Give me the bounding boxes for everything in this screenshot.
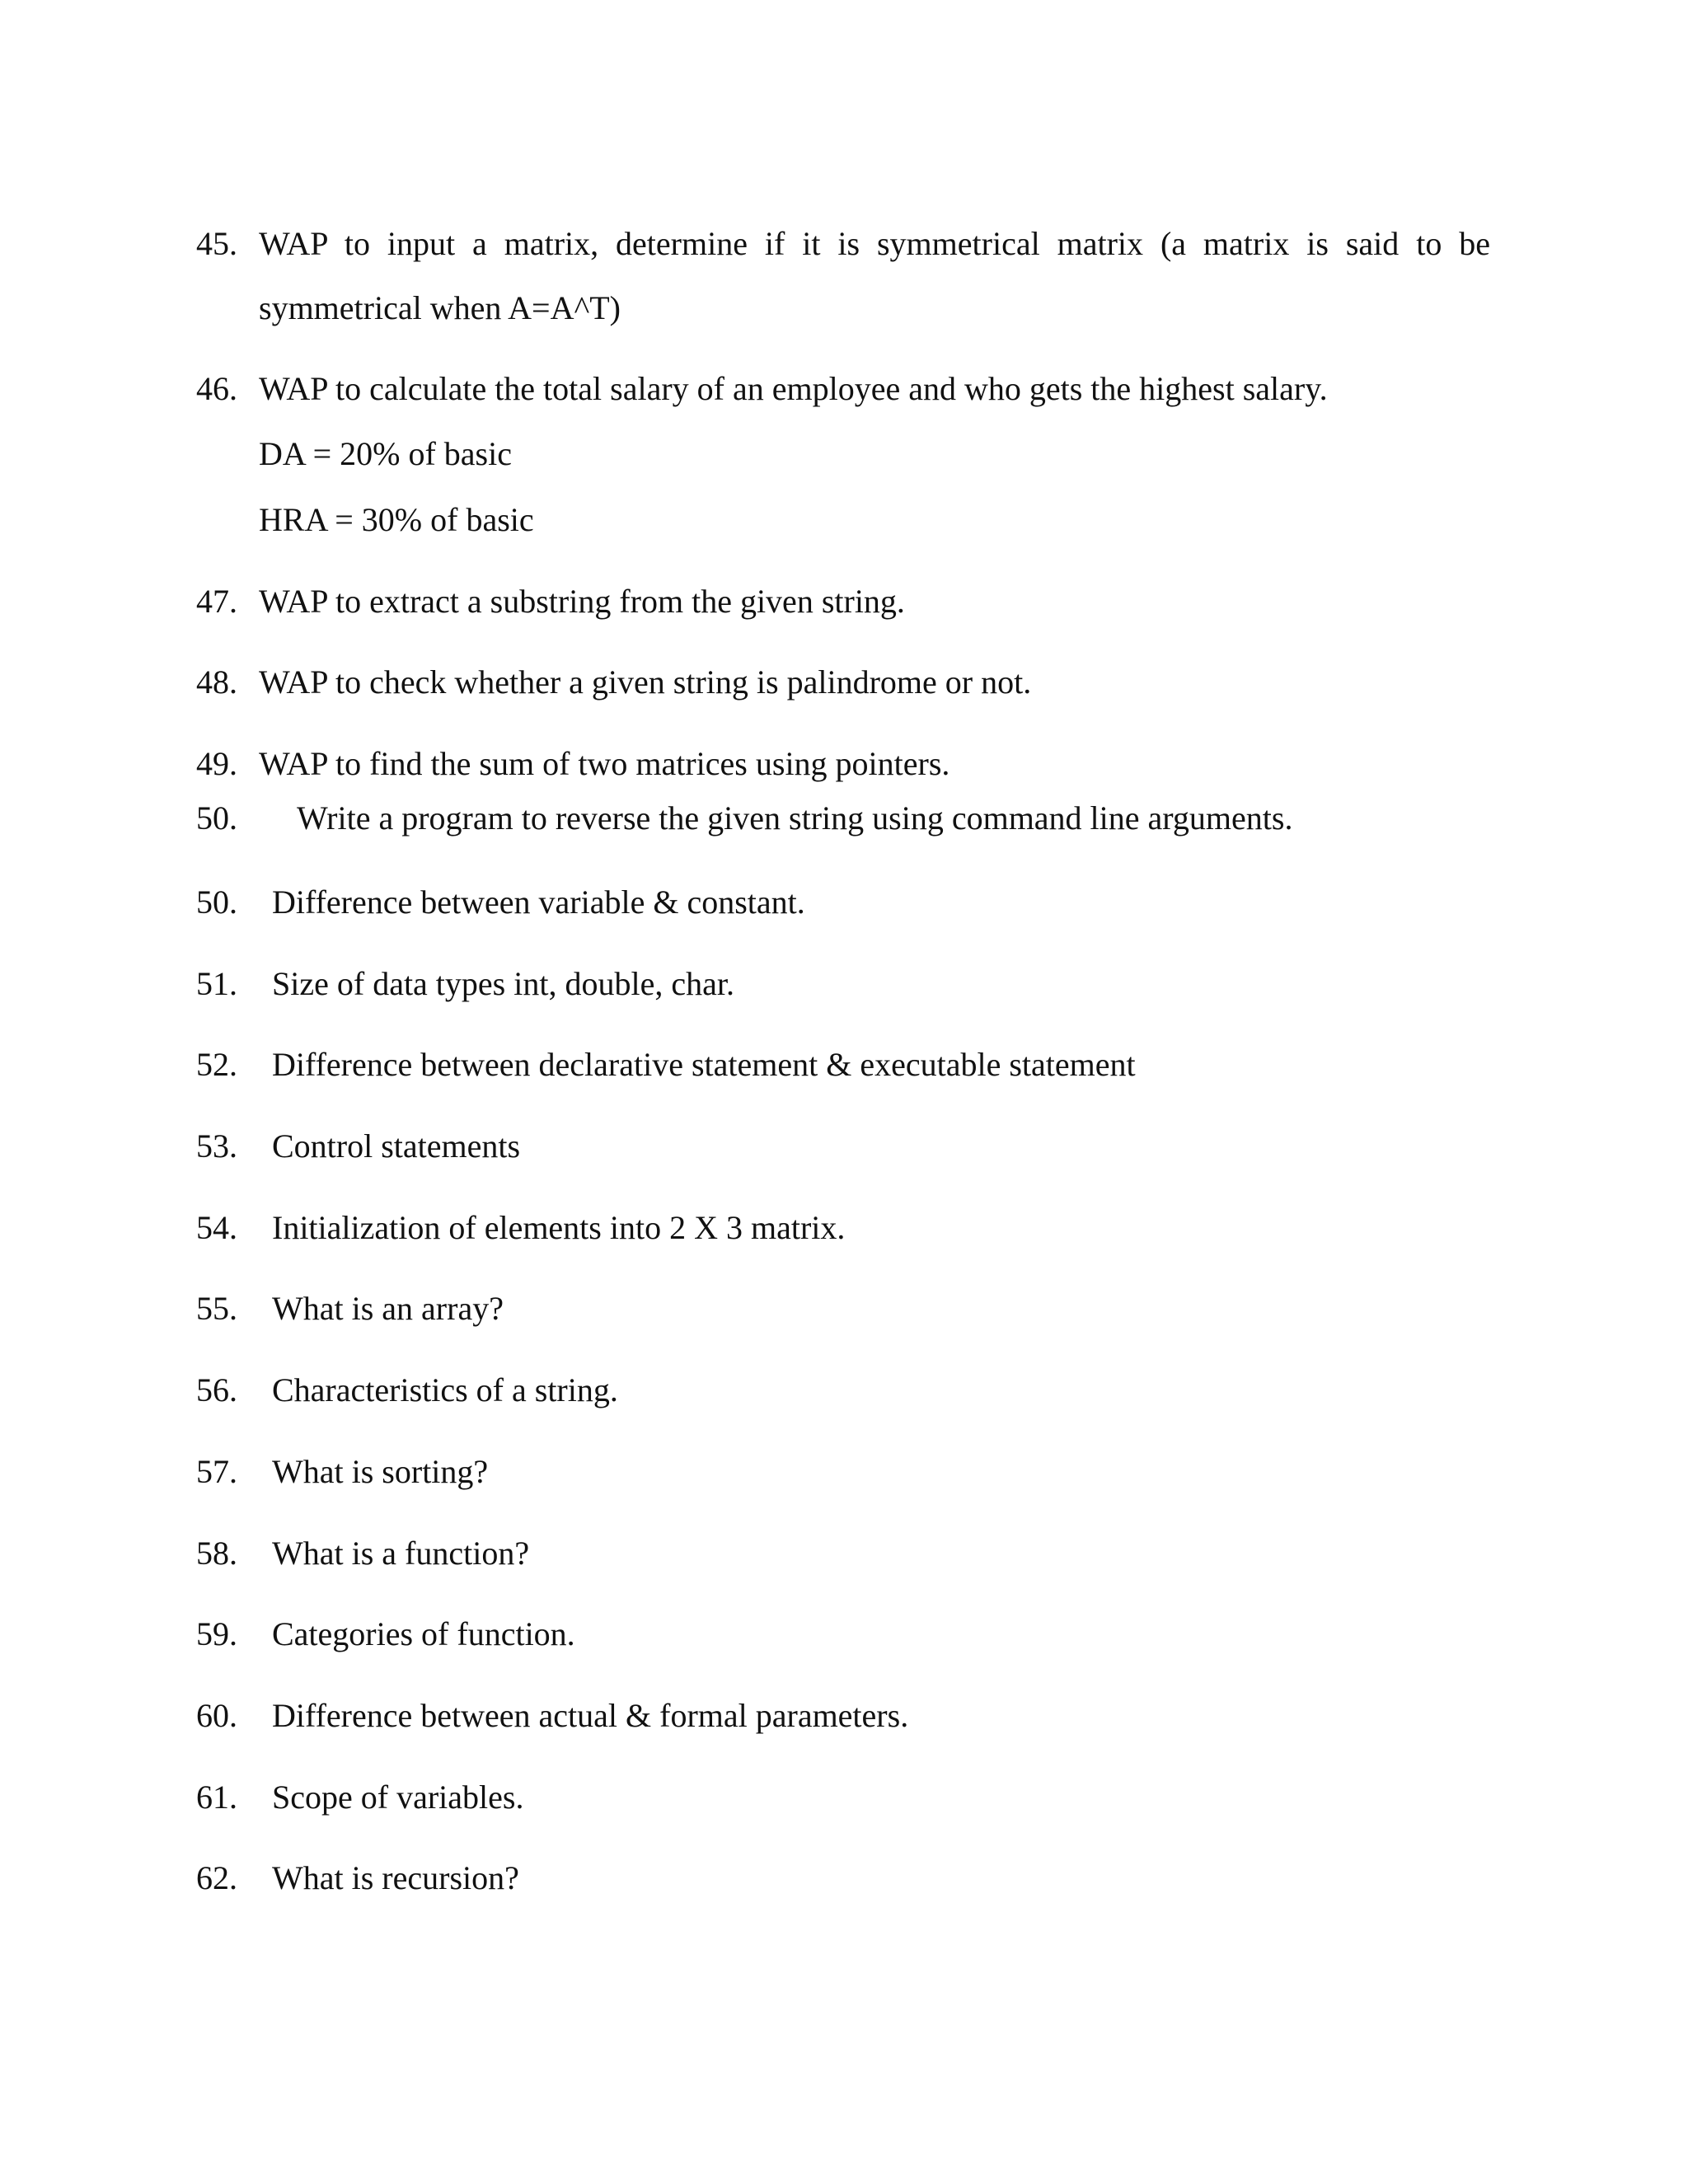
question-text: Difference between variable & constant. (272, 883, 805, 921)
question-text: WAP to input a matrix, determine if it is symmetrical matrix (a matrix is said to be (259, 225, 1490, 262)
question-number: 58. (196, 1535, 237, 1572)
question-text: Scope of variables. (272, 1779, 524, 1816)
question-text: Difference between declarative statement & executable statement (272, 1046, 1136, 1083)
question-continuation (259, 288, 621, 328)
question-text: What is recursion? (272, 1859, 519, 1896)
question-number: 62. (196, 1859, 237, 1896)
question-text: What is a function? (272, 1535, 530, 1572)
question-text: WAP to calculate the total salary of an employee and who gets the highest salary. (259, 370, 1328, 407)
question-subline (259, 500, 534, 540)
question-number: 50. (196, 883, 237, 921)
question-text: Initialization of elements into 2 X 3 matrix. (272, 1209, 846, 1246)
question-text: Size of data types int, double, char. (272, 965, 734, 1002)
question-number: 55. (196, 1290, 237, 1327)
question-number: 52. (196, 1046, 237, 1083)
question-text: Categories of function. (272, 1615, 575, 1652)
question-text: Write a program to reverse the given string using command line arguments. (297, 799, 1293, 837)
question-text: Control statements (272, 1127, 521, 1165)
question-text: Characteristics of a string. (272, 1371, 618, 1408)
question-text: WAP to extract a substring from the given string. (259, 583, 905, 620)
question-number: 61. (196, 1779, 237, 1816)
question-subline (259, 434, 512, 474)
question-text-continued: symmetrical when A=A^T) (259, 289, 621, 326)
question-number: 46. (196, 370, 237, 407)
question-number: 60. (196, 1697, 237, 1734)
question-number: 59. (196, 1615, 237, 1652)
question-number: 54. (196, 1209, 237, 1246)
question-number: 57. (196, 1453, 237, 1490)
question-number: 56. (196, 1371, 237, 1408)
question-text: Difference between actual & formal parameters. (272, 1697, 909, 1734)
question-text: What is an array? (272, 1290, 504, 1327)
question-number: 53. (196, 1127, 237, 1165)
question-number: 49. (196, 745, 237, 782)
question-subline-da: DA = 20% of basic (259, 435, 512, 472)
question-text: WAP to find the sum of two matrices using pointers. (259, 745, 950, 782)
question-text: WAP to check whether a given string is palindrome or not. (259, 663, 1032, 701)
question-number: 45. (196, 225, 237, 262)
question-number: 50. (196, 799, 237, 837)
question-number: 48. (196, 663, 237, 701)
question-subline-hra: HRA = 30% of basic (259, 501, 534, 538)
question-number: 51. (196, 965, 237, 1002)
question-text: What is sorting? (272, 1453, 489, 1490)
question-number: 47. (196, 583, 237, 620)
